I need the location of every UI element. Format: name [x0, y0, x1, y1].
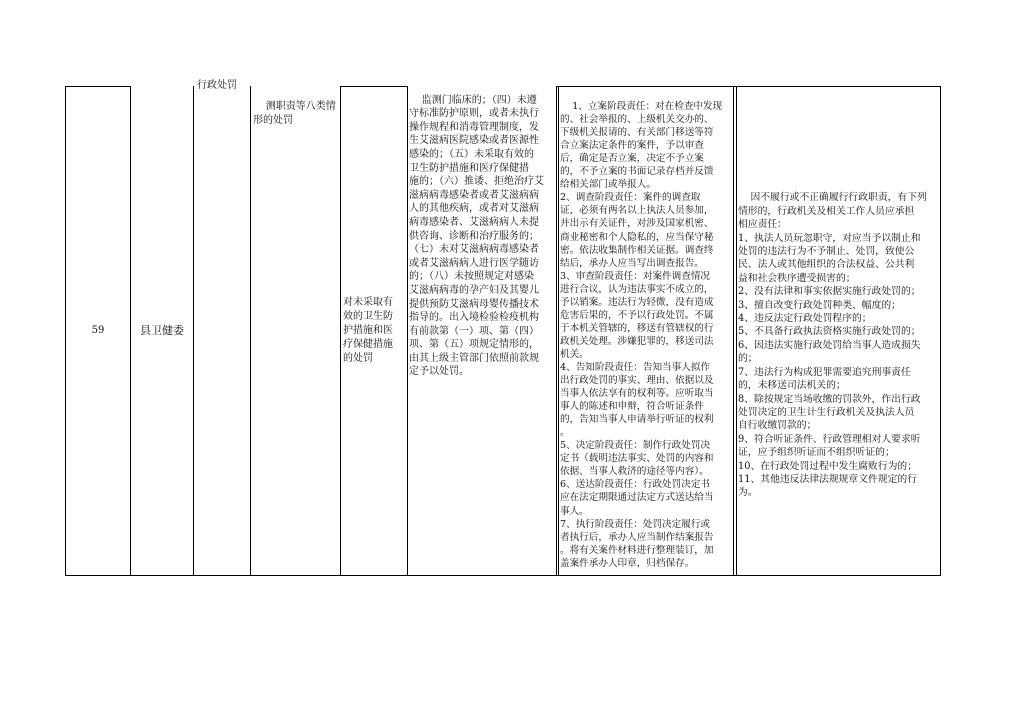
- item-name-text: 测职责等八类情 形的处罚: [253, 101, 336, 126]
- column-divider: [193, 86, 194, 576]
- column-divider: [250, 86, 251, 576]
- legal-basis-text: 监测门临床的；（四）未遵 守标准防护原则，或者未执行 操作规程和消毒管理制度，发 生艾滋病医院感染或者医源性 感染的；（五）未采取有效的 卫生防护措施和医疗保健措 施的；（六）推诿、拒绝治疗艾 滋病病毒感染者或者艾滋病病 人的其他疾病，或者对艾滋病 病毒感染者、艾滋病病人未提 供咨询、诊断和治疗服务的； （七）未对艾滋病病毒感染者 或者艾滋病病人进行医学随访 的；（八）未按照规定对感染 艾滋病病毒的孕产妇及其婴儿 提供预防艾滋病母婴传播技术 指导的。出入境检验检疫机构 有前款第（一）项、第（四） 项、第（五）项规定情形的， 由其上级主管部门依照前款规 定予以处罚。: [409, 94, 544, 378]
- column-divider: [340, 86, 341, 576]
- column-divider: [733, 86, 734, 576]
- column-divider: [736, 86, 737, 576]
- department-cell: [131, 87, 193, 575]
- table-bottom-border: [65, 575, 941, 576]
- category-cell: [194, 80, 250, 100]
- column-divider: [556, 86, 557, 576]
- column-divider: [407, 86, 408, 576]
- table-border-right: [940, 86, 941, 576]
- row-number: [66, 87, 130, 575]
- sub-item-text: 对未采取有 效的卫生防 护措施和医 疗保健措施 的处罚: [343, 297, 393, 364]
- column-divider: [558, 86, 559, 576]
- sub-item-cell: [343, 87, 407, 575]
- item-name-cell: [253, 86, 339, 126]
- department-text: 县卫健委: [140, 323, 184, 337]
- responsibilities-text: 1、立案阶段责任：对在检查中发现 的、社会举报的、上级机关交办的、 下级机关报请的、有关部门移送等符 合立案法定条件的案件，予以审查 后，确定是否立案，决定不予立案 的，不予立案的书面记录存档并反馈 给相关部门或举报人。 2、调查阶段责任：案件的调查取 证，必须有两名以上执法人员参加， 并出示有关证件，对涉及国家机密、 商业秘密和个人隐私的，应当保守秘 密。依法收集制作相关证据。调查终 结后，承办人应当写出调查报告。 3、审查阶段责任：对案件调查情况 进行合议，认为违法事实不成立的， 予以销案。违法行为轻微，没有造成 危害后果的，不予以行政处罚。不属 于本机关管辖的，移送有管辖权的行 政机关处理。涉嫌犯罪的，移送司法 机关。 4、告知阶段责任：告知当事人拟作 出行政处罚的事实、理由、依据以及 当事人依法享有的权利等。应听取当 事人的陈述和申辩，符合听证条件 的，告知当事人申请举行听证的权利 。 5、决定阶段责任：制作行政处罚决 定书（载明违法事实、处罚的内容和 依据、当事人救济的途径等内容）。 6、送达阶段责任：行政处罚决定书 应在法定期限通过法定方式送达给当 事人。 7、执行阶段责任：处罚决定履行或 者执行后，承办人应当制作结案报告 。将有关案件材料进行整理装订，加 盖案件承办人印章，归档保存。: [560, 101, 723, 569]
- category-text: 行政处罚: [197, 80, 237, 91]
- accountability-text: 因不履行或不正确履行行政职责，有下列 情形的，行政机关及相关工作人员应承担 相应责任： 1、执法人员玩忽职守，对应当予以制止和 处罚的违法行为不予制止、处罚，致使公 民、法人或其他组织的合法权益、公共利 益和社会秩序遭受损害的； 2、没有法律和事实依据实施行政处罚的； 3、擅自改变行政处罚种类、幅度的； 4、违反法定行政处罚程序的； 5、不具备行政执法资格实施行政处罚的； 6、因违法实施行政处罚给当事人造成损失 的； 7、违法行为构成犯罪需要追究刑事责任 的，未移送司法机关的； 8、除按规定当场收缴的罚款外，作出行政 处罚决定的卫生计生行政机关及执法人员 自行收缴罚款的； 9、符合听证条件、行政管理相对人要求听 证，应予组织听证而不组织听证的； 10、在行政处罚过程中发生腐败行为的； 11、其他违反法律法规规章文件规定的行 为。: [738, 192, 927, 499]
- responsibilities-cell: [560, 87, 733, 575]
- legal-basis-cell: [409, 80, 556, 378]
- accountability-cell: [738, 178, 940, 498]
- row-number-text: 59: [91, 324, 105, 336]
